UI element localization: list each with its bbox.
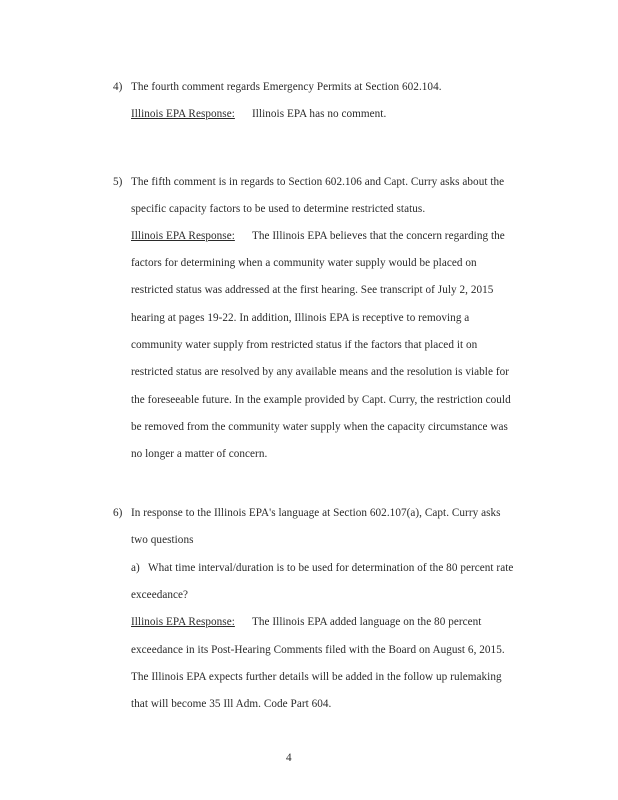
- item-5-number: 5): [113, 176, 123, 188]
- item-6-sub-line: What time interval/duration is to be used for determination of the 80 percent rate: [148, 562, 514, 574]
- item-5-response-line: restricted status are resolved by any available means and the resolution is viable for: [131, 366, 510, 378]
- item-6-sub-line: exceedance?: [131, 589, 189, 601]
- item-4-text: The fourth comment regards Emergency Permits at Section 602.104.: [131, 81, 442, 93]
- item-4-response-text: Illinois EPA has no comment.: [252, 108, 387, 120]
- item-5-response-line: no longer a matter of concern.: [131, 448, 268, 460]
- item-5-response-line: restricted status was addressed at the first hearing. See transcript of July 2, 2015: [131, 284, 494, 296]
- item-5-text-line: specific capacity factors to be used to determine restricted status.: [131, 203, 426, 215]
- item-6-response-line: that will become 35 Ill Adm. Code Part 604.: [131, 698, 332, 710]
- item-5-response-line: be removed from the community water supply when the capacity circumstance was: [131, 421, 508, 433]
- item-5-response-line: hearing at pages 19-22. In addition, Illinois EPA is receptive to removing a: [131, 312, 470, 324]
- item-5-response-line: community water supply from restricted status if the factors that placed it on: [131, 339, 478, 351]
- item-6-response-line: exceedance in its Post-Hearing Comments filed with the Board on August 6, 2015.: [131, 644, 505, 656]
- item-4-number: 4): [113, 81, 123, 93]
- item-5-response-line: factors for determining when a community water supply would be placed on: [131, 257, 477, 269]
- item-6-sub-label: a): [131, 562, 140, 574]
- item-6-response-line: The Illinois EPA added language on the 80 percent: [252, 616, 482, 628]
- item-5-response-line: The Illinois EPA believes that the concern regarding the: [252, 230, 505, 242]
- item-5-response-line: the foreseeable future. In the example provided by Capt. Curry, the restriction could: [131, 394, 511, 406]
- page-number: 4: [286, 752, 292, 764]
- item-5-response-label: Illinois EPA Response:: [131, 230, 235, 242]
- item-6-response-line: The Illinois EPA expects further details will be added in the follow up rulemaking: [131, 671, 502, 683]
- item-6-number: 6): [113, 507, 123, 519]
- item-5-text-line: The fifth comment is in regards to Section 602.106 and Capt. Curry asks about the: [131, 176, 505, 188]
- item-6-text-line: In response to the Illinois EPA's language at Section 602.107(a), Capt. Curry asks: [131, 507, 501, 519]
- item-6-text-line: two questions: [131, 534, 194, 546]
- item-6-response-label: Illinois EPA Response:: [131, 616, 235, 628]
- item-4-response-label: Illinois EPA Response:: [131, 108, 235, 120]
